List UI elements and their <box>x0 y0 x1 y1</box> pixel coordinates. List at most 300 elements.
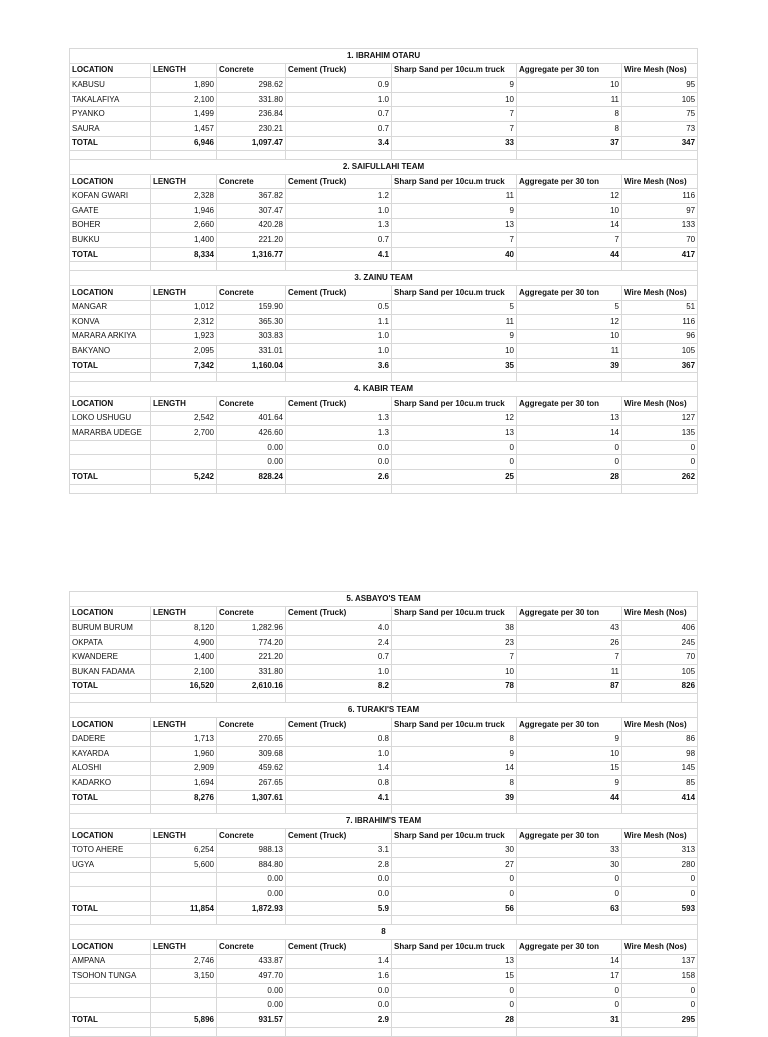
value-cell: 221.20 <box>217 233 286 248</box>
column-header: Concrete <box>217 606 286 621</box>
table-row <box>70 203 698 218</box>
location-cell <box>70 887 151 902</box>
value-cell: 0.5 <box>286 300 392 315</box>
value-cell: 116 <box>622 315 698 330</box>
total-value: 5,896 <box>151 1013 217 1028</box>
value-cell: 230.21 <box>217 121 286 136</box>
column-header: Cement (Truck) <box>286 606 392 621</box>
location-cell <box>70 872 151 887</box>
value-cell: 9 <box>392 203 517 218</box>
empty-cell <box>517 1027 622 1036</box>
value-cell: 14 <box>517 426 622 441</box>
total-value: 4.1 <box>286 790 392 805</box>
empty-cell <box>286 484 392 493</box>
table-row <box>70 300 698 315</box>
value-cell: 15 <box>392 969 517 984</box>
value-cell: 14 <box>517 218 622 233</box>
value-cell: 0.0 <box>286 887 392 902</box>
total-label: TOTAL <box>70 247 151 262</box>
column-header: Cement (Truck) <box>286 285 392 300</box>
empty-cell <box>392 484 517 493</box>
empty-cell <box>392 916 517 925</box>
column-header: LENGTH <box>151 606 217 621</box>
total-value: 414 <box>622 790 698 805</box>
empty-cell <box>70 805 151 814</box>
table-row <box>70 411 698 426</box>
value-cell: 365.30 <box>217 315 286 330</box>
value-cell: 0 <box>392 455 517 470</box>
column-header: LOCATION <box>70 717 151 732</box>
team-title-row <box>70 814 698 829</box>
total-label: TOTAL <box>70 136 151 151</box>
location-cell: ALOSHI <box>70 761 151 776</box>
value-cell: 97 <box>622 203 698 218</box>
column-header: Aggregate per 30 ton <box>517 397 622 412</box>
location-cell <box>70 983 151 998</box>
value-cell: 26 <box>517 635 622 650</box>
value-cell: 12 <box>517 189 622 204</box>
value-cell <box>151 872 217 887</box>
team-title-row <box>70 382 698 397</box>
table-row <box>70 121 698 136</box>
total-value: 931.57 <box>217 1013 286 1028</box>
team-title: 8 <box>70 925 698 940</box>
table-row <box>70 440 698 455</box>
table-row <box>70 858 698 873</box>
empty-cell <box>217 1027 286 1036</box>
value-cell: 307.47 <box>217 203 286 218</box>
value-cell: 43 <box>517 621 622 636</box>
column-header: Cement (Truck) <box>286 717 392 732</box>
column-header: LENGTH <box>151 940 217 955</box>
column-header-row <box>70 717 698 732</box>
total-label: TOTAL <box>70 901 151 916</box>
value-cell: 5 <box>517 300 622 315</box>
table-row <box>70 233 698 248</box>
empty-cell <box>622 262 698 271</box>
location-cell: BAKYANO <box>70 344 151 359</box>
value-cell: 331.01 <box>217 344 286 359</box>
value-cell: 3,150 <box>151 969 217 984</box>
column-header: LENGTH <box>151 828 217 843</box>
empty-cell <box>392 262 517 271</box>
total-value: 8.2 <box>286 679 392 694</box>
column-header: Concrete <box>217 397 286 412</box>
column-header-row <box>70 63 698 78</box>
empty-cell <box>517 262 622 271</box>
total-value: 40 <box>392 247 517 262</box>
total-value: 5,242 <box>151 470 217 485</box>
total-value: 417 <box>622 247 698 262</box>
column-header: Aggregate per 30 ton <box>517 717 622 732</box>
column-header: Sharp Sand per 10cu.m truck <box>392 717 517 732</box>
value-cell: 158 <box>622 969 698 984</box>
empty-cell <box>286 694 392 703</box>
empty-cell <box>286 373 392 382</box>
empty-cell <box>151 916 217 925</box>
column-header: Wire Mesh (Nos) <box>622 285 698 300</box>
table-row <box>70 218 698 233</box>
column-header: Sharp Sand per 10cu.m truck <box>392 174 517 189</box>
value-cell: 309.68 <box>217 746 286 761</box>
column-header: Aggregate per 30 ton <box>517 285 622 300</box>
column-header: Wire Mesh (Nos) <box>622 397 698 412</box>
value-cell <box>151 998 217 1013</box>
empty-cell <box>517 694 622 703</box>
value-cell: 1.3 <box>286 426 392 441</box>
total-value: 63 <box>517 901 622 916</box>
value-cell: 0 <box>392 998 517 1013</box>
column-header: LOCATION <box>70 828 151 843</box>
table-row <box>70 954 698 969</box>
materials-table-page-1 <box>69 48 698 494</box>
value-cell: 7 <box>392 650 517 665</box>
value-cell: 98 <box>622 746 698 761</box>
empty-cell <box>151 262 217 271</box>
table-row <box>70 887 698 902</box>
value-cell: 0.00 <box>217 440 286 455</box>
table-row <box>70 344 698 359</box>
total-label: TOTAL <box>70 1013 151 1028</box>
value-cell: 1.6 <box>286 969 392 984</box>
value-cell: 459.62 <box>217 761 286 776</box>
value-cell: 2,100 <box>151 92 217 107</box>
column-header: Aggregate per 30 ton <box>517 828 622 843</box>
table-row <box>70 635 698 650</box>
value-cell: 14 <box>517 954 622 969</box>
spacer-row <box>70 151 698 160</box>
column-header: Concrete <box>217 940 286 955</box>
column-header: Concrete <box>217 63 286 78</box>
empty-cell <box>70 262 151 271</box>
value-cell: 0.0 <box>286 872 392 887</box>
empty-cell <box>286 1027 392 1036</box>
total-row <box>70 790 698 805</box>
column-header: Cement (Truck) <box>286 174 392 189</box>
value-cell: 1.3 <box>286 411 392 426</box>
location-cell: DADERE <box>70 732 151 747</box>
value-cell: 331.80 <box>217 92 286 107</box>
value-cell: 0 <box>622 983 698 998</box>
total-value: 295 <box>622 1013 698 1028</box>
value-cell: 0.7 <box>286 650 392 665</box>
value-cell: 1.0 <box>286 746 392 761</box>
total-value: 826 <box>622 679 698 694</box>
spacer-row <box>70 373 698 382</box>
team-title: 4. KABIR TEAM <box>70 382 698 397</box>
value-cell: 9 <box>517 732 622 747</box>
location-cell: TOTO AHERE <box>70 843 151 858</box>
empty-cell <box>70 151 151 160</box>
total-row <box>70 901 698 916</box>
empty-cell <box>217 151 286 160</box>
location-cell: BURUM BURUM <box>70 621 151 636</box>
value-cell: 1,499 <box>151 107 217 122</box>
total-row <box>70 247 698 262</box>
empty-cell <box>286 262 392 271</box>
value-cell: 0 <box>392 887 517 902</box>
value-cell: 73 <box>622 121 698 136</box>
value-cell: 7 <box>517 233 622 248</box>
value-cell: 75 <box>622 107 698 122</box>
value-cell: 11 <box>517 664 622 679</box>
empty-cell <box>622 484 698 493</box>
empty-cell <box>151 484 217 493</box>
total-value: 78 <box>392 679 517 694</box>
column-header-row <box>70 285 698 300</box>
value-cell: 1.4 <box>286 954 392 969</box>
empty-cell <box>392 694 517 703</box>
empty-cell <box>392 805 517 814</box>
value-cell: 105 <box>622 92 698 107</box>
value-cell: 11 <box>517 344 622 359</box>
value-cell: 270.65 <box>217 732 286 747</box>
column-header: LOCATION <box>70 397 151 412</box>
value-cell: 11 <box>392 315 517 330</box>
value-cell <box>151 983 217 998</box>
value-cell: 85 <box>622 776 698 791</box>
total-value: 33 <box>392 136 517 151</box>
value-cell: 236.84 <box>217 107 286 122</box>
column-header: Aggregate per 30 ton <box>517 606 622 621</box>
location-cell: MARARBA UDEGE <box>70 426 151 441</box>
column-header: Wire Mesh (Nos) <box>622 63 698 78</box>
location-cell: KWANDERE <box>70 650 151 665</box>
value-cell: 0 <box>392 983 517 998</box>
empty-cell <box>151 694 217 703</box>
column-header: Cement (Truck) <box>286 828 392 843</box>
value-cell: 10 <box>392 664 517 679</box>
value-cell: 2,660 <box>151 218 217 233</box>
value-cell: 1.0 <box>286 92 392 107</box>
value-cell: 0.00 <box>217 887 286 902</box>
column-header: Aggregate per 30 ton <box>517 940 622 955</box>
value-cell <box>151 455 217 470</box>
value-cell: 10 <box>517 203 622 218</box>
empty-cell <box>622 151 698 160</box>
table-row <box>70 664 698 679</box>
value-cell: 0.00 <box>217 872 286 887</box>
column-header: Aggregate per 30 ton <box>517 174 622 189</box>
table-row <box>70 455 698 470</box>
spacer-row <box>70 805 698 814</box>
value-cell: 0 <box>622 440 698 455</box>
value-cell: 105 <box>622 344 698 359</box>
value-cell: 433.87 <box>217 954 286 969</box>
table-row <box>70 983 698 998</box>
spacer-row <box>70 484 698 493</box>
total-value: 1,872.93 <box>217 901 286 916</box>
value-cell <box>151 440 217 455</box>
value-cell: 884.80 <box>217 858 286 873</box>
empty-cell <box>217 373 286 382</box>
value-cell: 6,254 <box>151 843 217 858</box>
value-cell: 13 <box>392 218 517 233</box>
empty-cell <box>286 916 392 925</box>
value-cell: 1,400 <box>151 650 217 665</box>
column-header: Sharp Sand per 10cu.m truck <box>392 606 517 621</box>
value-cell: 0 <box>392 872 517 887</box>
empty-cell <box>517 916 622 925</box>
value-cell: 2,312 <box>151 315 217 330</box>
value-cell: 245 <box>622 635 698 650</box>
team-title-row <box>70 703 698 718</box>
column-header: Concrete <box>217 828 286 843</box>
team-title-row <box>70 592 698 607</box>
location-cell: AMPANA <box>70 954 151 969</box>
value-cell: 135 <box>622 426 698 441</box>
value-cell: 988.13 <box>217 843 286 858</box>
table-row <box>70 426 698 441</box>
total-row <box>70 470 698 485</box>
total-value: 1,160.04 <box>217 358 286 373</box>
team-title: 3. ZAINU TEAM <box>70 271 698 286</box>
value-cell: 8 <box>517 121 622 136</box>
value-cell: 9 <box>517 776 622 791</box>
empty-cell <box>70 694 151 703</box>
column-header: Cement (Truck) <box>286 63 392 78</box>
value-cell: 5 <box>392 300 517 315</box>
column-header: LOCATION <box>70 174 151 189</box>
column-header: Concrete <box>217 174 286 189</box>
total-value: 4.1 <box>286 247 392 262</box>
value-cell: 13 <box>392 426 517 441</box>
value-cell: 1,457 <box>151 121 217 136</box>
location-cell: BOHER <box>70 218 151 233</box>
total-value: 262 <box>622 470 698 485</box>
empty-cell <box>217 805 286 814</box>
column-header: Concrete <box>217 285 286 300</box>
value-cell: 1.2 <box>286 189 392 204</box>
value-cell: 2,746 <box>151 954 217 969</box>
value-cell: 0.9 <box>286 78 392 93</box>
table-row <box>70 969 698 984</box>
value-cell: 1,694 <box>151 776 217 791</box>
value-cell: 2,100 <box>151 664 217 679</box>
team-title: 2. SAIFULLAHI TEAM <box>70 160 698 175</box>
value-cell: 303.83 <box>217 329 286 344</box>
table-row <box>70 329 698 344</box>
value-cell: 51 <box>622 300 698 315</box>
empty-cell <box>217 694 286 703</box>
column-header: Cement (Truck) <box>286 940 392 955</box>
value-cell: 8 <box>392 732 517 747</box>
column-header: LENGTH <box>151 63 217 78</box>
value-cell: 1.4 <box>286 761 392 776</box>
location-cell: BUKKU <box>70 233 151 248</box>
spacer-row <box>70 262 698 271</box>
team-title: 1. IBRAHIM OTARU <box>70 49 698 64</box>
column-header: LOCATION <box>70 606 151 621</box>
location-cell: GAATE <box>70 203 151 218</box>
value-cell: 17 <box>517 969 622 984</box>
column-header: Wire Mesh (Nos) <box>622 828 698 843</box>
empty-cell <box>70 484 151 493</box>
value-cell: 9 <box>392 329 517 344</box>
total-value: 37 <box>517 136 622 151</box>
team-title-row <box>70 160 698 175</box>
value-cell: 1,890 <box>151 78 217 93</box>
value-cell: 2,328 <box>151 189 217 204</box>
empty-cell <box>517 484 622 493</box>
spacer-row <box>70 694 698 703</box>
column-header: LOCATION <box>70 63 151 78</box>
team-title: 5. ASBAYO'S TEAM <box>70 592 698 607</box>
column-header: Sharp Sand per 10cu.m truck <box>392 285 517 300</box>
value-cell: 11 <box>517 92 622 107</box>
value-cell: 12 <box>392 411 517 426</box>
table-row <box>70 107 698 122</box>
value-cell: 13 <box>517 411 622 426</box>
team-title-row <box>70 49 698 64</box>
value-cell: 10 <box>517 746 622 761</box>
location-cell: OKPATA <box>70 635 151 650</box>
column-header: Wire Mesh (Nos) <box>622 606 698 621</box>
empty-cell <box>517 151 622 160</box>
empty-cell <box>70 1027 151 1036</box>
column-header-row <box>70 940 698 955</box>
empty-cell <box>151 805 217 814</box>
table-row <box>70 315 698 330</box>
total-value: 1,097.47 <box>217 136 286 151</box>
value-cell: 1,946 <box>151 203 217 218</box>
value-cell: 27 <box>392 858 517 873</box>
team-title: 7. IBRAHIM'S TEAM <box>70 814 698 829</box>
column-header: Wire Mesh (Nos) <box>622 940 698 955</box>
table-row <box>70 998 698 1013</box>
value-cell: 1,012 <box>151 300 217 315</box>
empty-cell <box>217 262 286 271</box>
value-cell: 14 <box>392 761 517 776</box>
spacer-row <box>70 916 698 925</box>
value-cell: 15 <box>517 761 622 776</box>
table-row <box>70 78 698 93</box>
value-cell: 116 <box>622 189 698 204</box>
empty-cell <box>151 1027 217 1036</box>
empty-cell <box>151 151 217 160</box>
team-title-row <box>70 271 698 286</box>
column-header: Wire Mesh (Nos) <box>622 717 698 732</box>
value-cell: 10 <box>517 329 622 344</box>
value-cell: 0.7 <box>286 107 392 122</box>
empty-cell <box>622 373 698 382</box>
total-value: 2,610.16 <box>217 679 286 694</box>
value-cell: 0 <box>517 887 622 902</box>
value-cell: 406 <box>622 621 698 636</box>
empty-cell <box>517 373 622 382</box>
table-row <box>70 746 698 761</box>
total-row <box>70 136 698 151</box>
total-value: 2.9 <box>286 1013 392 1028</box>
total-row <box>70 358 698 373</box>
location-cell: BUKAN FADAMA <box>70 664 151 679</box>
value-cell: 1,960 <box>151 746 217 761</box>
column-header-row <box>70 397 698 412</box>
value-cell: 1.3 <box>286 218 392 233</box>
column-header: Concrete <box>217 717 286 732</box>
value-cell: 30 <box>517 858 622 873</box>
value-cell: 8 <box>517 107 622 122</box>
total-value: 8,334 <box>151 247 217 262</box>
value-cell: 1,282.96 <box>217 621 286 636</box>
total-value: 44 <box>517 790 622 805</box>
empty-cell <box>517 805 622 814</box>
value-cell: 367.82 <box>217 189 286 204</box>
location-cell: UGYA <box>70 858 151 873</box>
value-cell: 9 <box>392 78 517 93</box>
location-cell: KABUSU <box>70 78 151 93</box>
value-cell: 7 <box>392 107 517 122</box>
